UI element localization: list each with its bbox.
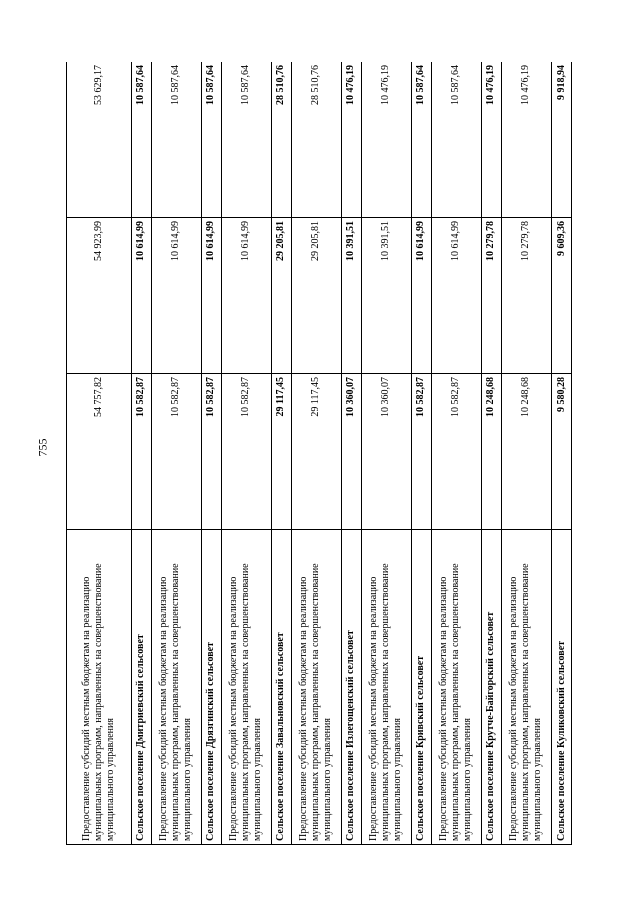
value-cell: 10 582,87 [431, 374, 481, 530]
value-cell: 10 614,99 [201, 218, 221, 374]
row-label: Сельское поселение Дмитриевский сельсовет [131, 530, 151, 845]
value-cell: 10 582,87 [221, 374, 271, 530]
settlement-row [481, 62, 501, 845]
settlement-row [201, 62, 221, 845]
settlement-row [411, 62, 431, 845]
row-label: Предоставление субсидий местным бюджетам на реализацию муниципальных программ, направленных на совершенствование муниципального управления [67, 530, 132, 845]
subsidy-row [67, 62, 132, 845]
value-cell: 10 614,99 [221, 218, 271, 374]
value-cell: 10 391,51 [361, 218, 411, 374]
value-cell: 29 117,45 [271, 374, 291, 530]
value-cell: 10 360,07 [361, 374, 411, 530]
value-cell: 10 582,87 [151, 374, 201, 530]
subsidy-row [501, 62, 551, 845]
row-label: Предоставление субсидий местным бюджетам на реализацию муниципальных программ, направленных на совершенствование муниципального управления [501, 530, 551, 845]
value-cell: 10 248,68 [481, 374, 501, 530]
value-cell: 10 476,19 [481, 62, 501, 218]
value-cell: 9 918,94 [552, 62, 572, 218]
value-cell: 10 587,64 [431, 62, 481, 218]
value-cell: 10 582,87 [131, 374, 151, 530]
value-cell: 28 510,76 [291, 62, 341, 218]
value-cell: 28 510,76 [271, 62, 291, 218]
value-cell: 10 582,87 [411, 374, 431, 530]
subsidy-row [221, 62, 271, 845]
page-number: 755 [35, 438, 50, 457]
row-label: Сельское поселение Дрязгинский сельсовет [201, 530, 221, 845]
value-cell: 54 923,99 [67, 218, 132, 374]
value-cell: 10 279,78 [501, 218, 551, 374]
table-container [66, 62, 572, 845]
subsidy-row [151, 62, 201, 845]
row-label: Сельское поселение Куликовский сельсовет [552, 530, 572, 845]
value-cell: 10 391,51 [341, 218, 361, 374]
value-cell: 10 476,19 [341, 62, 361, 218]
row-label: Сельское поселение Крутче-Байгорский сельсовет [481, 530, 501, 845]
settlement-row [271, 62, 291, 845]
row-label: Предоставление субсидий местным бюджетам на реализацию муниципальных программ, направленных на совершенствование муниципального управления [221, 530, 271, 845]
subsidy-row [291, 62, 341, 845]
value-cell: 10 614,99 [151, 218, 201, 374]
value-cell: 10 614,99 [431, 218, 481, 374]
row-label: Предоставление субсидий местным бюджетам на реализацию муниципальных программ, направленных на совершенствование муниципального управления [151, 530, 201, 845]
value-cell: 9 609,36 [552, 218, 572, 374]
value-cell: 10 360,07 [341, 374, 361, 530]
row-label: Сельское поселение Излегощенский сельсовет [341, 530, 361, 845]
row-label: Предоставление субсидий местным бюджетам на реализацию муниципальных программ, направленных на совершенствование муниципального управления [361, 530, 411, 845]
settlement-row [341, 62, 361, 845]
subsidy-row [431, 62, 481, 845]
value-cell: 10 614,99 [131, 218, 151, 374]
value-cell: 10 614,99 [411, 218, 431, 374]
value-cell: 10 587,64 [131, 62, 151, 218]
budget-table [66, 62, 572, 845]
value-cell: 10 476,19 [501, 62, 551, 218]
value-cell: 10 248,68 [501, 374, 551, 530]
row-label: Предоставление субсидий местным бюджетам на реализацию муниципальных программ, направленных на совершенствование муниципального управления [431, 530, 481, 845]
settlement-row [131, 62, 151, 845]
value-cell: 29 205,81 [271, 218, 291, 374]
value-cell: 10 582,87 [201, 374, 221, 530]
value-cell: 29 205,81 [291, 218, 341, 374]
value-cell: 54 757,82 [67, 374, 132, 530]
value-cell: 53 629,17 [67, 62, 132, 218]
row-label: Предоставление субсидий местным бюджетам на реализацию муниципальных программ, направленных на совершенствование муниципального управления [291, 530, 341, 845]
value-cell: 10 587,64 [411, 62, 431, 218]
budget-table-body [67, 62, 572, 845]
subsidy-row [361, 62, 411, 845]
value-cell: 29 117,45 [291, 374, 341, 530]
row-label: Сельское поселение Завальновский сельсовет [271, 530, 291, 845]
row-label: Сельское поселение Кривский сельсовет [411, 530, 431, 845]
value-cell: 10 476,19 [361, 62, 411, 218]
value-cell: 10 587,64 [221, 62, 271, 218]
value-cell: 10 279,78 [481, 218, 501, 374]
value-cell: 9 580,28 [552, 374, 572, 530]
value-cell: 10 587,64 [201, 62, 221, 218]
value-cell: 10 587,64 [151, 62, 201, 218]
settlement-row [552, 62, 572, 845]
